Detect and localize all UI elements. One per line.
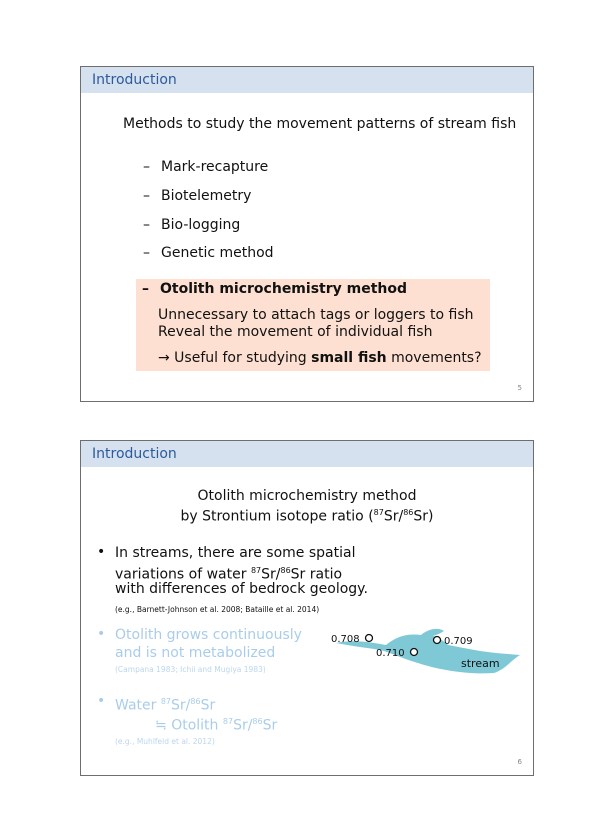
citation: (e.g., Muhlfeld et al. 2012) [115, 737, 215, 746]
highlight-box [136, 279, 490, 371]
highlight-title: – Otolith microchemistry method [142, 281, 408, 297]
sample-site-marker [411, 649, 418, 656]
method-item: – Biotelemetry [143, 188, 252, 204]
slide-5 [80, 66, 534, 402]
method-item: – Mark-recapture [143, 159, 269, 175]
slide-title-line-1: Otolith microchemistry method [197, 488, 417, 504]
page-number: 6 [517, 758, 522, 766]
stream-label: stream [461, 657, 500, 670]
citation: (Campana 1983; Ichii and Mugiya 1983) [115, 665, 266, 674]
slide-header [81, 441, 533, 467]
slide-header-title: Introduction [92, 446, 177, 462]
highlight-line-1: Unnecessary to attach tags or loggers to fish [158, 307, 474, 323]
sample-site-marker [366, 635, 373, 642]
ratio-label: 0.709 [444, 636, 473, 647]
ratio-label: 0.710 [376, 648, 405, 659]
slide-header-title: Introduction [92, 72, 177, 88]
highlight-line-3: → Useful for studying small fish movements? [158, 350, 482, 366]
stream-map [326, 621, 526, 681]
slide-6: Introduction Otolith microchemistry method by Strontium isotope ratio ($^{87}$Sr/$^{86}$Sr) • In streams, there are some spatial variations of water $^{87}$Sr/$^{86}$Sr ratio with differences of bedrock geology. (e.g., Barnett-Johnson et al. 2008; Bataille et al. 2014) • Otolith grows continuously and is not metabolized (Campana 1983; Ichii and Mugiya 1983) • Water $^{87}$Sr/$^{86}$Sr ≒ Otolith $^{87}$Sr/$^{86}$Sr (e.g., Muhlfeld et al. 2012) 0.708 0.709 0.710 stream 6 [80, 440, 534, 776]
page-number: 5 [517, 384, 522, 392]
method-item: – Bio-logging [143, 217, 241, 233]
sample-site-marker [434, 637, 441, 644]
lead-text: Methods to study the movement patterns of stream fish [123, 116, 517, 132]
slide-header [81, 67, 533, 93]
ratio-label: 0.708 [331, 634, 360, 645]
method-item: – Genetic method [143, 245, 274, 261]
citation: (e.g., Barnett-Johnson et al. 2008; Bataille et al. 2014) [115, 605, 320, 614]
highlight-line-2: Reveal the movement of individual fish [158, 324, 433, 340]
slide-title-line-2: by Strontium isotope ratio ($^{87}$Sr/$^{86}$Sr) [180, 508, 434, 525]
